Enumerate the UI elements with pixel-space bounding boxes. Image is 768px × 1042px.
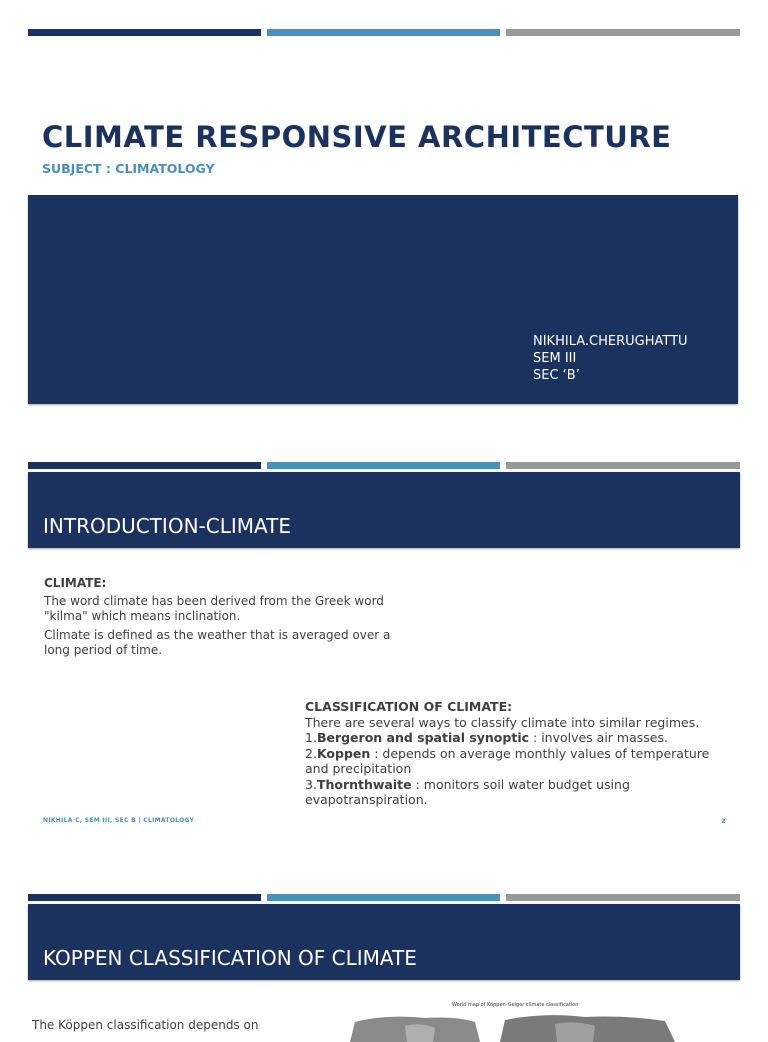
classification-block xyxy=(305,699,725,808)
title-banner xyxy=(28,195,738,404)
item-number: 2. xyxy=(305,745,317,761)
climate-label: CLIMATE: xyxy=(44,576,107,590)
author-info xyxy=(533,333,688,384)
author-section: SEC ‘B’ xyxy=(533,368,580,383)
accent-stripes xyxy=(28,29,740,36)
introduction-slide xyxy=(0,448,768,856)
accent-stripes xyxy=(28,894,740,901)
koppen-slide xyxy=(0,880,768,1032)
item-description: : depends on average monthly values of temperature and precipitation xyxy=(305,745,710,776)
slide-footer: NIKHILA C, SEM III, SEC B | CLIMATOLOGY xyxy=(43,817,195,824)
classification-intro: There are several ways to classify climate into similar regimes. xyxy=(305,714,700,730)
item-number: 3. xyxy=(305,776,317,792)
stripe-blue xyxy=(267,894,500,901)
body-text: The Köppen classification depends on xyxy=(32,1018,259,1032)
accent-stripes xyxy=(28,462,740,469)
continent-shape xyxy=(555,1022,595,1042)
slide-title: CLIMATE RESPONSIVE ARCHITECTURE xyxy=(42,120,672,154)
classification-item xyxy=(305,746,725,777)
continent-shape xyxy=(405,1024,435,1042)
slide-subtitle: SUBJECT : CLIMATOLOGY xyxy=(42,161,215,176)
title-slide xyxy=(0,0,768,440)
classification-item xyxy=(305,730,725,746)
stripe-blue xyxy=(267,29,500,36)
climate-paragraph: Climate is defined as the weather that is averaged over a long period of time. xyxy=(44,628,391,657)
stripe-navy xyxy=(28,462,261,469)
world-map-image xyxy=(345,1012,685,1042)
classification-label: CLASSIFICATION OF CLIMATE: xyxy=(305,699,513,714)
slide-header xyxy=(28,904,740,980)
page-number: 2 xyxy=(721,817,726,825)
slide-header xyxy=(28,472,740,548)
map-caption: World map of Köppen-Geiger climate classification xyxy=(452,1002,579,1008)
item-term: Bergeron and spatial synoptic xyxy=(316,730,530,745)
item-term: Koppen xyxy=(316,745,371,761)
author-semester: SEM III xyxy=(533,351,577,366)
slide-title: INTRODUCTION-CLIMATE xyxy=(43,514,291,538)
slide-title: KOPPEN CLASSIFICATION OF CLIMATE xyxy=(43,946,417,970)
classification-item xyxy=(305,777,725,808)
climate-definition xyxy=(44,576,404,662)
stripe-blue xyxy=(267,462,500,469)
item-description: : involves air masses. xyxy=(529,730,668,745)
stripe-navy xyxy=(28,894,261,901)
item-description: : monitors soil water budget using evapotranspiration. xyxy=(305,776,630,807)
item-number: 1. xyxy=(305,730,317,745)
author-name: NIKHILA.CHERUGHATTU xyxy=(533,334,688,349)
item-term: Thornthwaite xyxy=(316,776,412,792)
stripe-grey xyxy=(506,29,740,36)
stripe-navy xyxy=(28,29,261,36)
climate-paragraph: The word climate has been derived from the Greek word "kilma" which means inclination. xyxy=(44,594,384,623)
stripe-grey xyxy=(506,462,740,469)
stripe-grey xyxy=(506,894,740,901)
